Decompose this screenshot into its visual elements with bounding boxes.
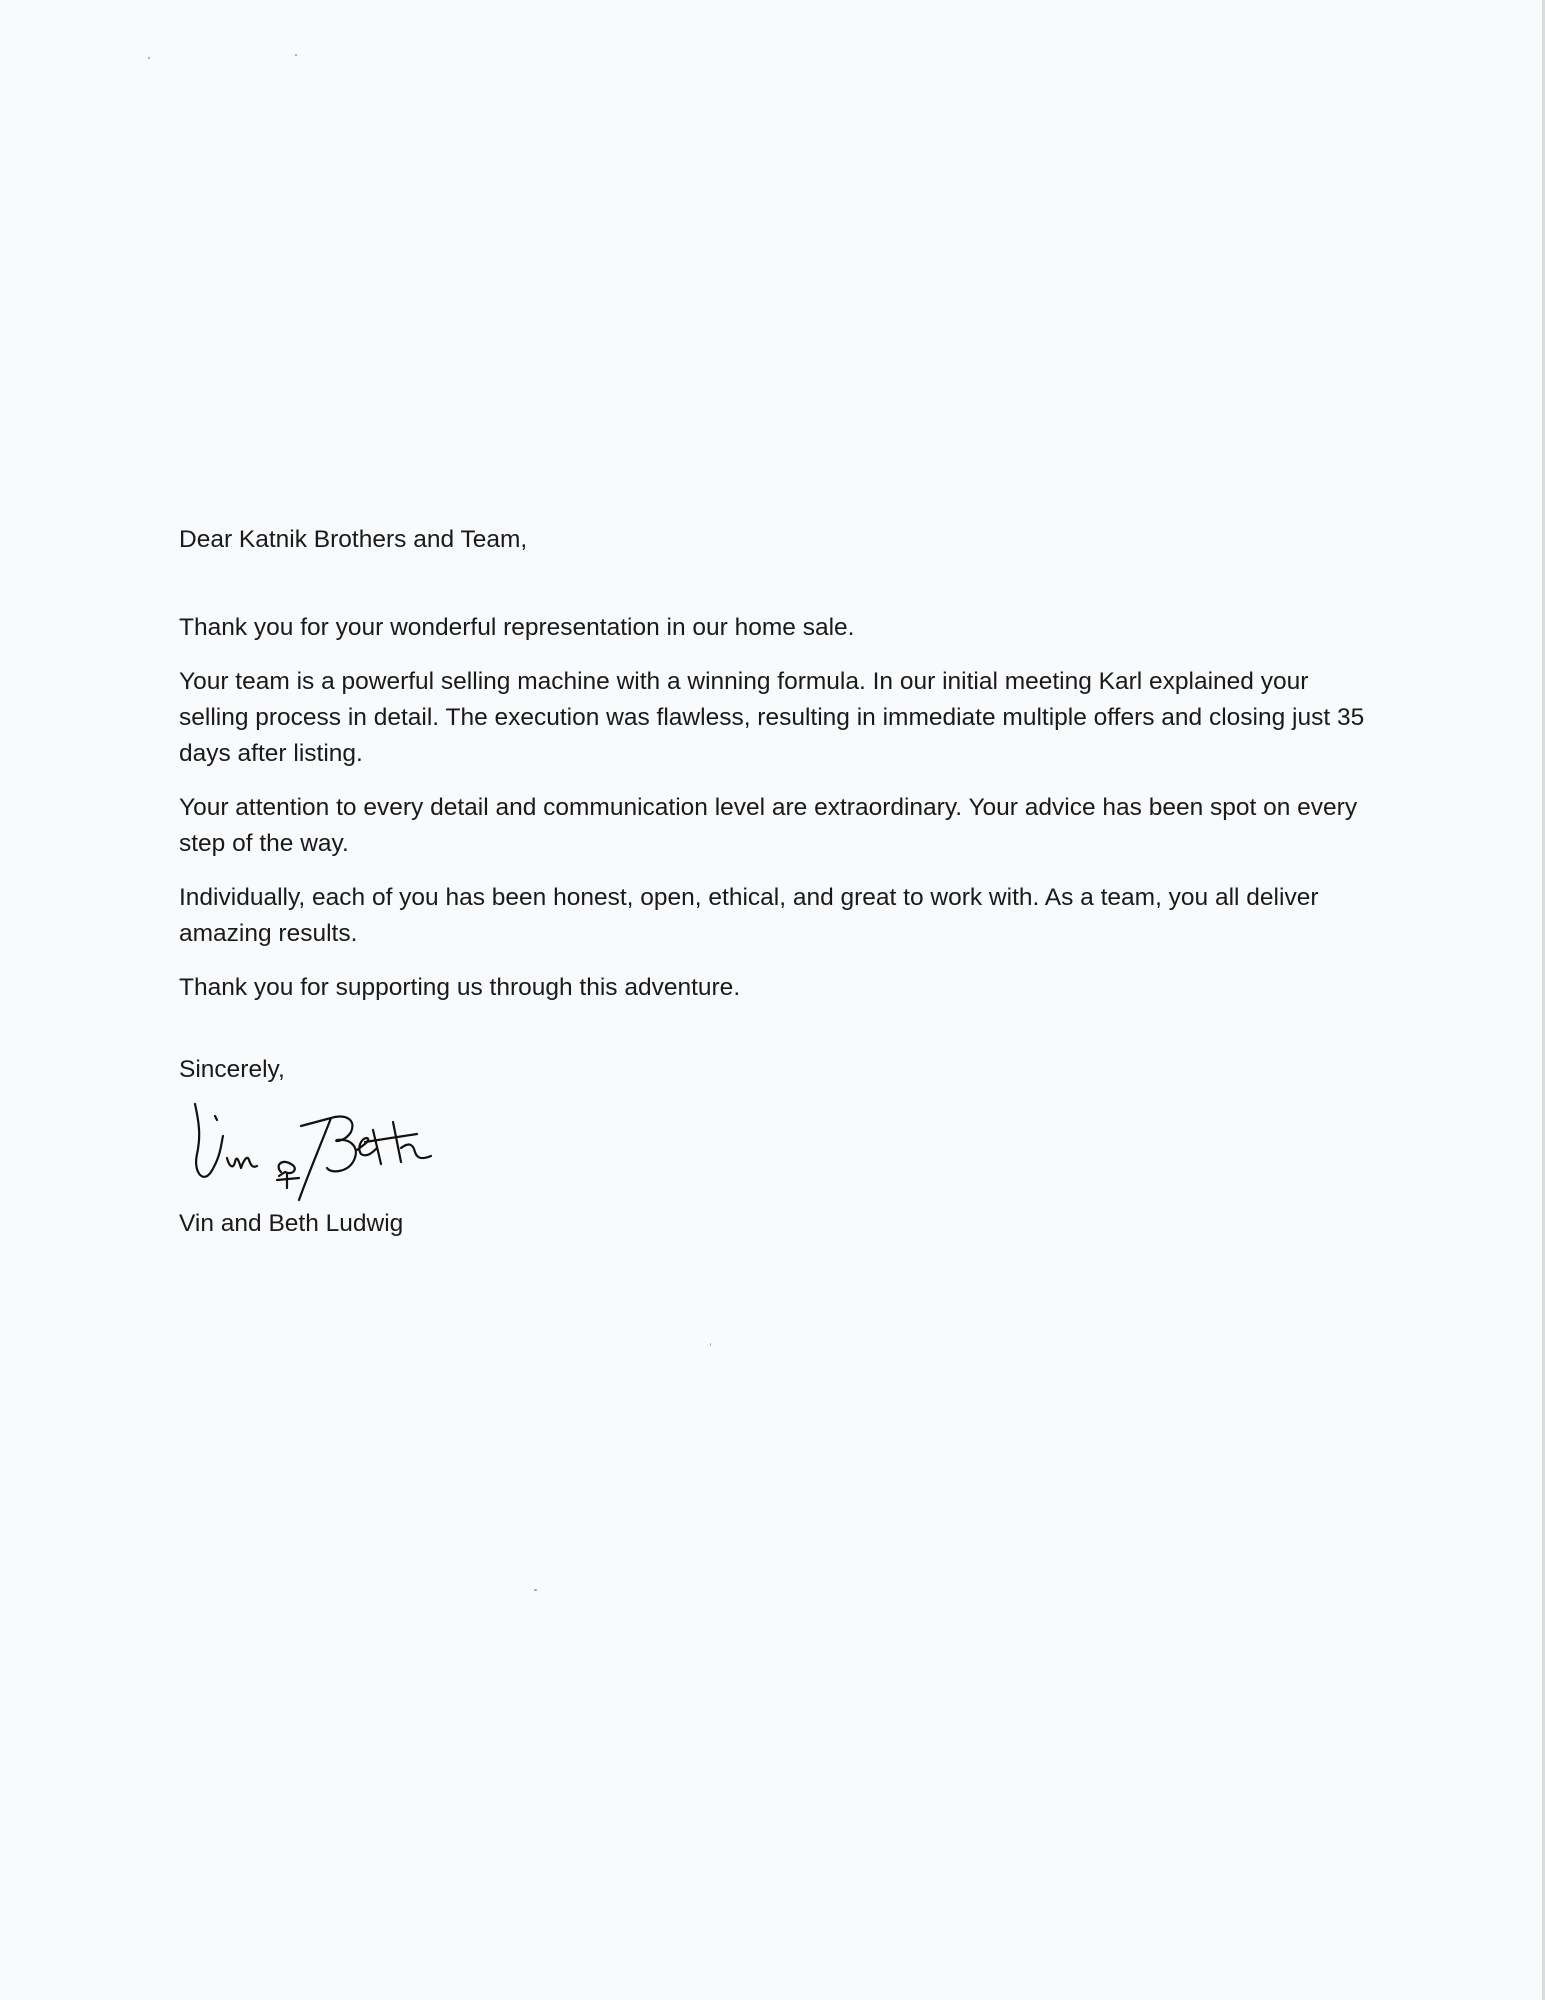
scan-speck: [148, 57, 150, 59]
paragraph-team: Your team is a powerful selling machine with a winning formula. In our initial meeting Karl explained your selling process in detail. The execution was flawless, resulting in immediate multiple offers and closing just 35 days after listing.: [179, 668, 1365, 767]
paragraph-thanks: Thank you for your wonderful representation in our home sale.: [179, 614, 855, 641]
handwritten-signature: [181, 1092, 541, 1202]
signer-name: Vin and Beth Ludwig: [179, 1210, 404, 1237]
scan-speck: [534, 1589, 537, 1591]
paragraph-individually: Individually, each of you has been honest, open, ethical, and great to work with. As a team, you all deliver amazing results.: [179, 884, 1319, 947]
paragraph-attention: Your attention to every detail and communication level are extraordinary. Your advice has been spot on every step of the way.: [179, 794, 1358, 857]
paragraph-closing-thanks: Thank you for supporting us through this adventure.: [179, 974, 741, 1001]
scan-speck: [710, 1343, 711, 1346]
salutation: Dear Katnik Brothers and Team,: [179, 526, 528, 553]
letter-body: [179, 522, 1379, 1242]
scan-speck: [295, 54, 297, 56]
closing: Sincerely,: [179, 1056, 285, 1083]
